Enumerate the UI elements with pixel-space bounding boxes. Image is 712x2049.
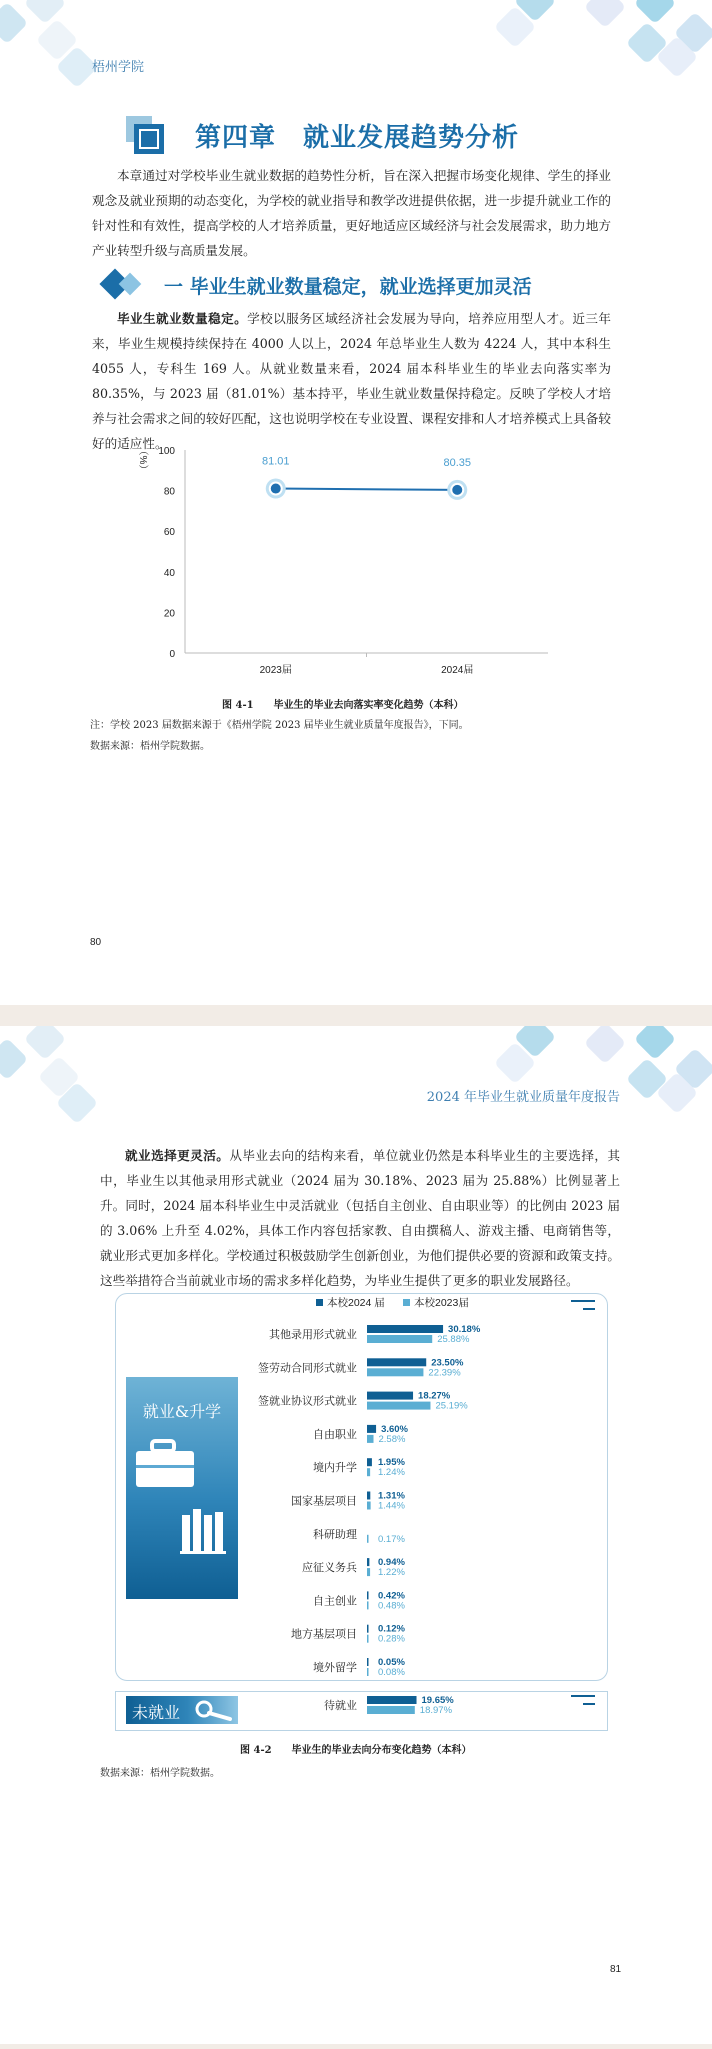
bar-label-2024: 0.12% <box>378 1623 405 1635</box>
decor-square <box>584 0 626 28</box>
page-80 <box>0 0 712 1005</box>
bar-2023 <box>367 1535 369 1543</box>
figure-note: 注：学校 2023 届数据来源于《梧州学院 2023 届毕业生就业质量年度报告》，下同。 <box>90 720 469 731</box>
bar-2023 <box>367 1635 369 1643</box>
y-tick-label: 80 <box>163 486 175 498</box>
bar-2023 <box>367 1668 369 1676</box>
bar-chart <box>240 1294 570 1726</box>
bar-label-2023: 0.28% <box>378 1633 405 1645</box>
line-chart <box>120 438 560 678</box>
decor-square <box>0 1038 28 1080</box>
bar-label-2023: 0.08% <box>378 1667 405 1678</box>
y-tick-label: 0 <box>169 649 175 660</box>
bar-2023 <box>367 1402 430 1410</box>
bar-2023 <box>367 1435 374 1443</box>
briefcase-icon <box>134 1439 196 1489</box>
bar-2024 <box>367 1625 369 1633</box>
bar-2023 <box>367 1502 371 1510</box>
paragraph-body: 学校以服务区域经济社会发展为导向，培养应用型人才。近三年来，毕业生规模持续保持在 4000 人以上，2024 年总毕业生人数为 4224 人，其中本科生 4055 人，专科生 169 人。从就业数量来看，2024 届本科毕业生的毕业去向落实率为 80.35%，与 2023 届（81.01%）基本持平，毕业生就业数量保持稳定。反映了学校人才培养与社会需求之间的较好匹配，这也说明学校在专业设置、课程安排和人才培养模式上具备较好的适应性。 <box>92 311 612 451</box>
chapter-icon <box>126 114 168 156</box>
bar-label-2024: 23.50% <box>431 1357 464 1369</box>
legend-label-2024: 本校2024 届 <box>327 1297 385 1309</box>
running-header: 梧州学院 <box>92 60 145 75</box>
decor-square <box>24 1026 66 1060</box>
bar-label-2023: 1.22% <box>378 1567 405 1579</box>
decor-square <box>634 0 676 24</box>
panel-label: 就业&升学 <box>142 1402 222 1421</box>
intro-paragraph: 本章通过对学校毕业生就业数据的趋势性分析，旨在深入把握市场变化规律、学生的择业观念及就业预期的动态变化，为学校的就业指导和教学改进提供依据，进一步提升就业工作的针对性和有效性，提高学校的人才培养质量，更好地适应区域经济与社会发展需求，助力地方产业转型升级与高质量发展。 <box>92 168 611 258</box>
bar-label-2024: 0.05% <box>378 1657 405 1668</box>
section-title: 一 毕业生就业数量稳定，就业选择更加灵活 <box>164 276 532 298</box>
y-tick-label: 20 <box>163 608 175 620</box>
data-source: 数据来源：梧州学院数据。 <box>100 1768 220 1779</box>
bar-2024 <box>367 1392 413 1400</box>
bar-label-2023: 22.39% <box>428 1367 461 1379</box>
bar-2024 <box>367 1558 369 1566</box>
decor-square <box>634 1026 676 1060</box>
flexibility-paragraph <box>100 1143 620 1293</box>
bar-2024 <box>367 1325 443 1333</box>
bar-label-2023: 0.17% <box>378 1533 405 1545</box>
category-label: 自主创业 <box>313 1595 357 1608</box>
running-header: 2024 年毕业生就业质量年度报告 <box>426 1090 620 1105</box>
data-point <box>451 484 463 496</box>
series-line <box>276 489 458 490</box>
decor-square <box>584 1026 626 1064</box>
bar-2024 <box>367 1591 369 1599</box>
category-label: 地方基层项目 <box>291 1628 357 1641</box>
bar-label-2023: 18.97% <box>419 1705 453 1716</box>
employment-sidebar-box <box>126 1377 238 1599</box>
category-label: 应征义务兵 <box>302 1562 357 1575</box>
bar-2023 <box>367 1335 432 1343</box>
stability-paragraph <box>92 306 611 456</box>
category-label: 签劳动合同形式就业 <box>258 1362 357 1375</box>
category-label: 科研助理 <box>313 1528 357 1541</box>
legend-swatch-2023 <box>403 1299 410 1306</box>
paragraph-body: 从毕业去向的结构来看，单位就业仍然是本科毕业生的主要选择，其中，毕业生以其他录用形式就业（2024 届为 30.18%、2023 届为 25.88%）比例显著上升。同时，2024 届本科毕业生中灵活就业（包括自主创业、自由职业等）的比例由 2023 届的 3.06% 上升至 4.02%，具体工作内容包括家教、自由撰稿人、游戏主播、电商销售等，就业形式更加多样化。学校通过积极鼓励学生创新创业，为他们提供必要的资源和政策支持。这些举措符合当前就业市场的需求多样化趋势，为毕业生提供了更多的职业发展路径。 <box>100 1148 621 1288</box>
panel-menu-icon <box>567 1694 599 1708</box>
bar-label-2023: 25.88% <box>437 1334 470 1345</box>
data-source: 数据来源：梧州学院数据。 <box>90 741 210 752</box>
category-label: 境外留学 <box>313 1662 357 1674</box>
x-tick-label: 2024届 <box>441 665 474 676</box>
paragraph-lead: 就业选择更灵活。 <box>125 1148 230 1163</box>
bar-label-2024: 3.60% <box>381 1423 409 1435</box>
category-label: 签就业协议形式就业 <box>258 1395 357 1408</box>
page-number: 81 <box>610 1964 622 1975</box>
bar-label-2024: 18.27% <box>418 1390 451 1402</box>
bar-2023 <box>367 1706 415 1714</box>
bar-2024 <box>367 1458 372 1466</box>
bar-label-2024: 30.18% <box>448 1324 481 1335</box>
category-label: 国家基层项目 <box>291 1495 357 1508</box>
bar-2023 <box>367 1601 369 1609</box>
bar-2024 <box>367 1492 370 1500</box>
data-label: 81.01 <box>261 455 290 468</box>
panel-menu-icon <box>567 1299 599 1313</box>
books-icon <box>180 1507 230 1555</box>
bar-label-2024: 1.31% <box>378 1490 405 1502</box>
bar-2023 <box>367 1468 370 1476</box>
bar-2024 <box>367 1696 417 1704</box>
y-tick-label: 40 <box>163 567 175 579</box>
category-label: 待就业 <box>324 1700 357 1712</box>
bar-label-2024: 0.42% <box>378 1590 405 1602</box>
y-tick-label: 100 <box>158 446 175 457</box>
legend-swatch-2024 <box>316 1299 323 1306</box>
bar-label-2024: 19.65% <box>421 1695 454 1706</box>
figure-caption: 图 4-1 毕业生的毕业去向落实率变化趋势（本科） <box>222 700 464 711</box>
legend-label-2023: 本校2023届 <box>414 1297 469 1309</box>
bar-2023 <box>367 1368 423 1376</box>
bar-2024 <box>367 1658 369 1666</box>
bar-label-2023: 1.44% <box>378 1500 405 1512</box>
bar-label-2024: 1.95% <box>378 1457 405 1469</box>
bar-2024 <box>367 1425 376 1433</box>
magnifier-icon <box>192 1698 234 1722</box>
category-label: 自由职业 <box>313 1428 357 1441</box>
bar-label-2023: 2.58% <box>378 1433 406 1445</box>
bar-label-2023: 1.24% <box>378 1467 405 1479</box>
unemployed-box <box>126 1696 238 1724</box>
bar-label-2023: 0.48% <box>378 1600 405 1612</box>
data-point <box>270 483 282 495</box>
figure-caption: 图 4-2 毕业生的毕业去向分布变化趋势（本科） <box>240 1745 472 1756</box>
x-tick-label: 2023届 <box>259 665 292 676</box>
page-number: 80 <box>90 937 102 948</box>
section-diamond-icon <box>98 268 148 302</box>
chapter-title: 第四章 就业发展趋势分析 <box>195 123 520 153</box>
unemployed-label: 未就业 <box>132 1703 181 1722</box>
bar-label-2024: 0.94% <box>378 1557 405 1569</box>
y-tick-label: 60 <box>163 527 175 539</box>
decor-square <box>0 2 28 44</box>
category-label: 境内升学 <box>313 1462 357 1475</box>
decor-square <box>24 0 66 24</box>
bar-2024 <box>367 1358 426 1366</box>
bar-2023 <box>367 1568 370 1576</box>
data-label: 80.35 <box>443 456 472 469</box>
bar-label-2023: 25.19% <box>435 1400 468 1412</box>
y-axis-label: （%） <box>137 445 148 475</box>
page-81 <box>0 1026 712 2044</box>
paragraph-lead: 毕业生就业数量稳定。 <box>117 311 248 326</box>
category-label: 其他录用形式就业 <box>269 1329 357 1341</box>
